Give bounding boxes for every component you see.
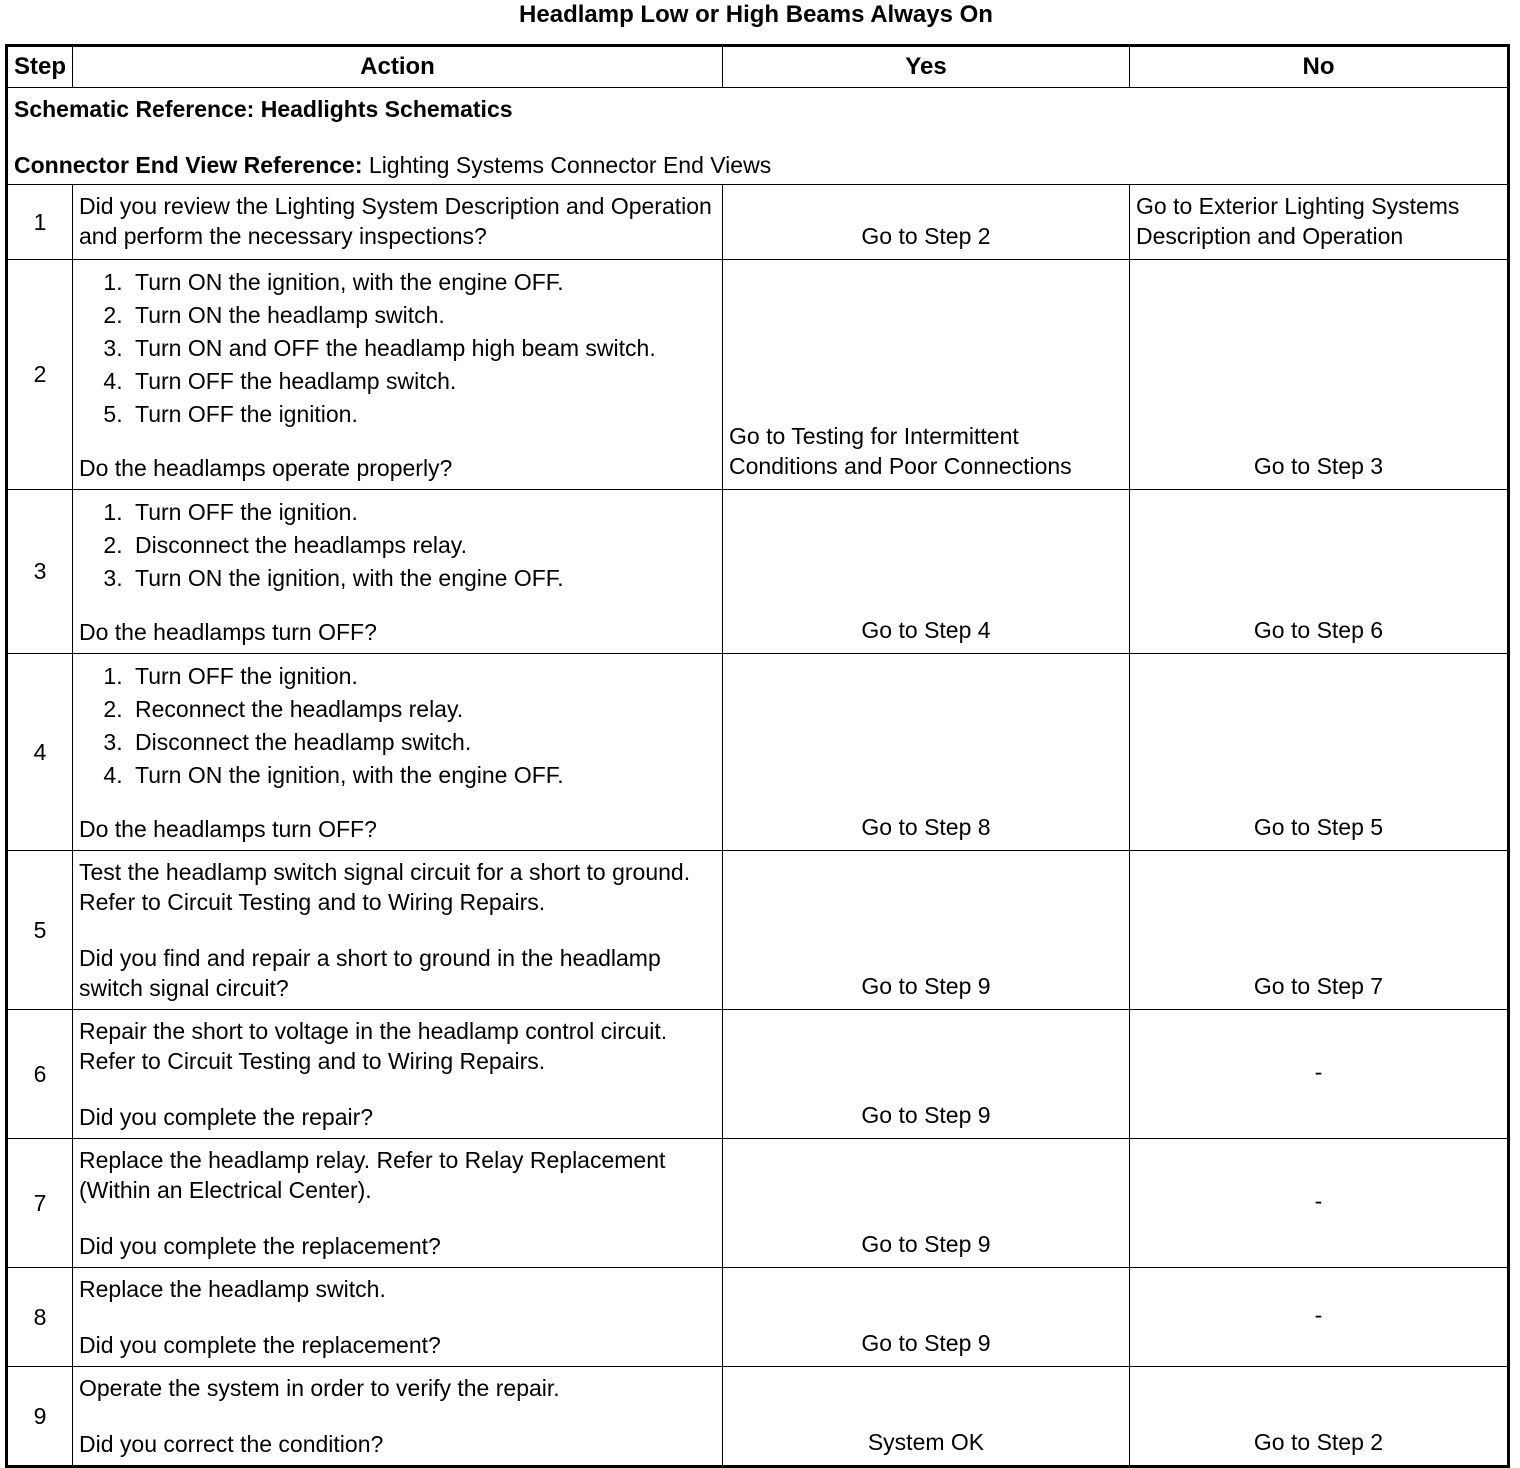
action-cell <box>73 654 723 851</box>
action-steps <box>79 266 714 431</box>
list-item: 2. Disconnect the headlamps relay. <box>129 529 714 562</box>
list-item: 2. Reconnect the headlamps relay. <box>129 693 714 726</box>
action-cell <box>73 490 723 654</box>
step-number: 2 <box>7 260 73 490</box>
action-cell <box>73 1010 723 1139</box>
table-row <box>7 1367 1509 1467</box>
header-yes: Yes <box>723 46 1130 88</box>
connector-reference: Connector End View Reference: Lighting Systems Connector End Views <box>14 152 772 178</box>
no-result: - <box>1130 1268 1509 1367</box>
action-steps <box>79 660 714 792</box>
yes-result: System OK <box>723 1367 1130 1467</box>
action-text: Repair the short to voltage in the headlamp control circuit. Refer to Circuit Testing and to Wiring Repairs. <box>79 1018 668 1074</box>
step-number: 5 <box>7 851 73 1010</box>
table-row <box>7 490 1509 654</box>
header-row <box>7 46 1509 88</box>
table-row <box>7 851 1509 1010</box>
action-cell <box>73 1367 723 1467</box>
yes-result: Go to Step 9 <box>723 1139 1130 1268</box>
list-item: 2. Turn ON the headlamp switch. <box>129 299 714 332</box>
no-result: - <box>1130 1010 1509 1139</box>
header-no: No <box>1130 46 1509 88</box>
no-result: - <box>1130 1139 1509 1268</box>
table-row <box>7 1268 1509 1367</box>
action-question: Did you find and repair a short to ground in the headlamp switch signal circuit? <box>79 945 661 1001</box>
step-number: 4 <box>7 654 73 851</box>
yes-result: Go to Step 9 <box>723 1010 1130 1139</box>
action-question: Do the headlamps turn OFF? <box>79 619 377 645</box>
diagnostic-table <box>5 44 1510 1468</box>
action-cell <box>73 1268 723 1367</box>
yes-result: Go to Testing for Intermittent Conditions and Poor Connections <box>723 260 1130 490</box>
page-title: Headlamp Low or High Beams Always On <box>519 1 993 28</box>
no-result: Go to Exterior Lighting Systems Description and Operation <box>1130 185 1509 260</box>
action-question: Did you complete the replacement? <box>79 1233 441 1259</box>
header-step: Step <box>7 46 73 88</box>
reference-row <box>7 88 1509 185</box>
action-cell <box>73 851 723 1010</box>
action-steps <box>79 496 714 595</box>
list-item: 4. Turn ON the ignition, with the engine OFF. <box>129 759 714 792</box>
connector-reference-label: Connector End View Reference <box>14 152 355 178</box>
yes-result: Go to Step 2 <box>723 185 1130 260</box>
yes-result: Go to Step 8 <box>723 654 1130 851</box>
step-number: 6 <box>7 1010 73 1139</box>
action-question: Do the headlamps turn OFF? <box>79 816 377 842</box>
action-question: Did you complete the repair? <box>79 1104 374 1130</box>
table-row <box>7 1010 1509 1139</box>
action-text: Replace the headlamp switch. <box>79 1276 386 1302</box>
table-row <box>7 185 1509 260</box>
action-text: Did you review the Lighting System Description and Operation and perform the necessary inspections? <box>73 185 723 260</box>
list-item: 3. Turn ON and OFF the headlamp high beam switch. <box>129 332 714 365</box>
yes-result: Go to Step 9 <box>723 1268 1130 1367</box>
yes-result: Go to Step 4 <box>723 490 1130 654</box>
action-question: Did you complete the replacement? <box>79 1332 441 1358</box>
table-row <box>7 260 1509 490</box>
step-number: 3 <box>7 490 73 654</box>
action-cell <box>73 1139 723 1268</box>
step-number: 1 <box>7 185 73 260</box>
no-result: Go to Step 5 <box>1130 654 1509 851</box>
action-cell <box>73 260 723 490</box>
action-text: Replace the headlamp relay. Refer to Relay Replacement (Within an Electrical Center). <box>79 1147 666 1203</box>
table-row <box>7 654 1509 851</box>
list-item: 1. Turn OFF the ignition. <box>129 496 714 529</box>
list-item: 5. Turn OFF the ignition. <box>129 398 714 431</box>
no-result: Go to Step 3 <box>1130 260 1509 490</box>
action-text: Test the headlamp switch signal circuit for a short to ground. Refer to Circuit Testing and to Wiring Repairs. <box>79 859 691 915</box>
yes-result: Go to Step 9 <box>723 851 1130 1010</box>
action-question: Do the headlamps operate properly? <box>79 455 453 481</box>
no-result: Go to Step 2 <box>1130 1367 1509 1467</box>
list-item: 3. Disconnect the headlamp switch. <box>129 726 714 759</box>
step-number: 8 <box>7 1268 73 1367</box>
list-item: 1. Turn OFF the ignition. <box>129 660 714 693</box>
header-action: Action <box>73 46 723 88</box>
table-row <box>7 1139 1509 1268</box>
reference-cell <box>7 88 1509 185</box>
list-item: 3. Turn ON the ignition, with the engine OFF. <box>129 562 714 595</box>
connector-reference-value: Lighting Systems Connector End Views <box>362 152 772 178</box>
no-result: Go to Step 7 <box>1130 851 1509 1010</box>
action-question: Did you correct the condition? <box>79 1431 384 1457</box>
step-number: 7 <box>7 1139 73 1268</box>
no-result: Go to Step 6 <box>1130 490 1509 654</box>
list-item: 4. Turn OFF the headlamp switch. <box>129 365 714 398</box>
step-number: 9 <box>7 1367 73 1467</box>
list-item: 1. Turn ON the ignition, with the engine OFF. <box>129 266 714 299</box>
action-text: Operate the system in order to verify the repair. <box>79 1375 560 1401</box>
schematic-reference: Schematic Reference: Headlights Schematics <box>14 96 513 122</box>
